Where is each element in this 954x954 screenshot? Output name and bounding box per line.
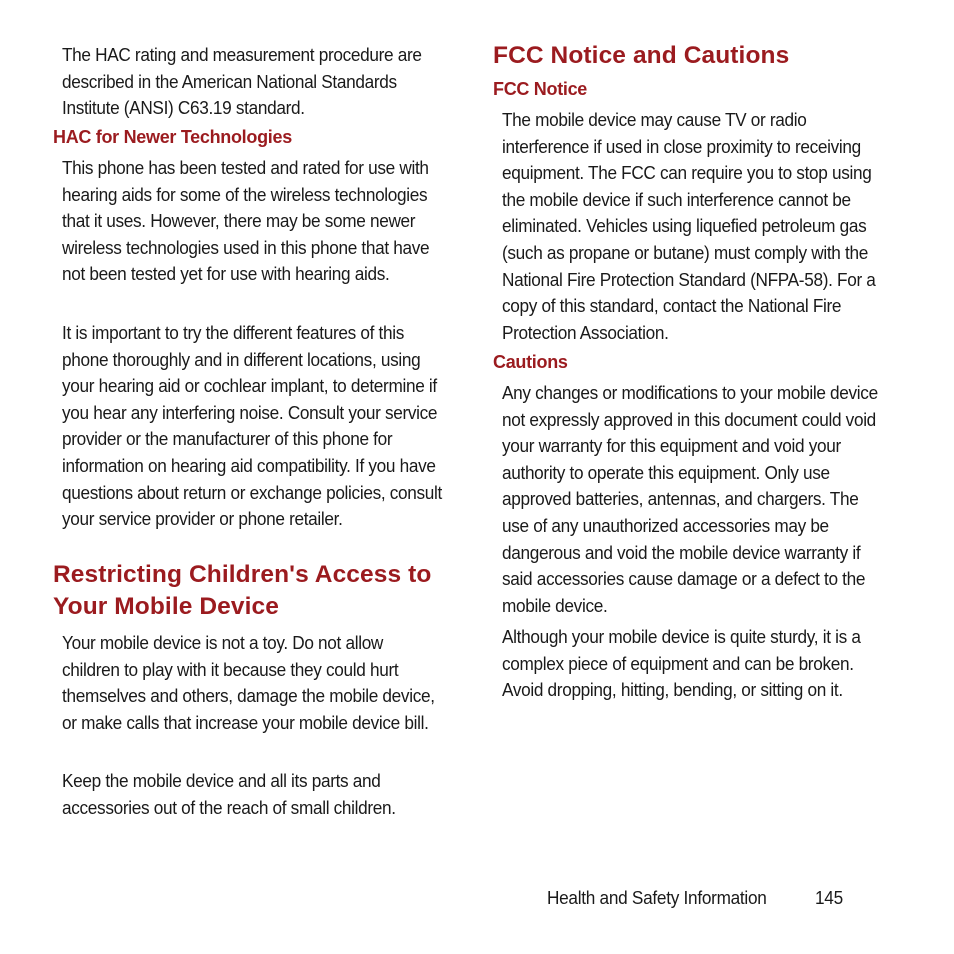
hac-newer-paragraph-2: It is important to try the different features of this phone thoroughly and in different locations, using your hearing aid or cochlear implant, to determine if you hear any interfering noise. Consult your service provider or the manufacturer of this phone for information on hearing aid compatibility. If you have questions about return or exchange policies, consult your service provider or phone retailer.	[62, 322, 442, 530]
footer-section-title: Health and Safety Information	[547, 887, 767, 908]
intro-paragraph: The HAC rating and measurement procedure are described in the American National Standards Institute (ANSI) C63.19 standard.	[62, 44, 422, 119]
cautions-paragraph-1: Any changes or modifications to your mobile device not expressly approved in this document could void your warranty for this equipment and void your authority to operate this equipment. Only use approved batteries, antennas, and chargers. The use of any unauthorized accessories may be dangerous and void the mobile device warranty if said accessories cause damage or a defect to the mobile device.	[502, 382, 878, 616]
cautions-paragraph-2: Although your mobile device is quite sturdy, it is a complex piece of equipment and can be broken. Avoid dropping, hitting, bending, or sitting on it.	[502, 626, 861, 701]
fcc-notice-and-cautions-heading: FCC Notice and Cautions	[493, 42, 790, 69]
page-number: 145	[815, 887, 843, 908]
fcc-notice-paragraph: The mobile device may cause TV or radio interference if used in close proximity to receiving equipment. The FCC can require you to stop using the mobile device if such interference cannot be eliminated. Vehicles using liquefied petroleum gas (such as propane or butane) must comply with the National Fire Protection Standard (NFPA-58). For a copy of this standard, contact the National Fire Protection Association.	[502, 109, 876, 343]
cautions-heading: Cautions	[493, 352, 568, 372]
fcc-notice-heading: FCC Notice	[493, 79, 588, 99]
restricting-paragraph-2: Keep the mobile device and all its parts and accessories out of the reach of small children.	[62, 770, 396, 818]
hac-newer-technologies-heading: HAC for Newer Technologies	[53, 127, 292, 147]
hac-newer-paragraph-1: This phone has been tested and rated for use with hearing aids for some of the wireless technologies that it uses. However, there may be some newer wireless technologies used in this phone that have not been tested yet for use with hearing aids.	[62, 157, 430, 285]
restricting-children-heading: Restricting Children's Access to Your Mobile Device	[53, 561, 432, 620]
restricting-paragraph-1: Your mobile device is not a toy. Do not allow children to play with it because they could hurt themselves and others, damage the mobile device, or make calls that increase your mobile device bill.	[62, 632, 435, 733]
